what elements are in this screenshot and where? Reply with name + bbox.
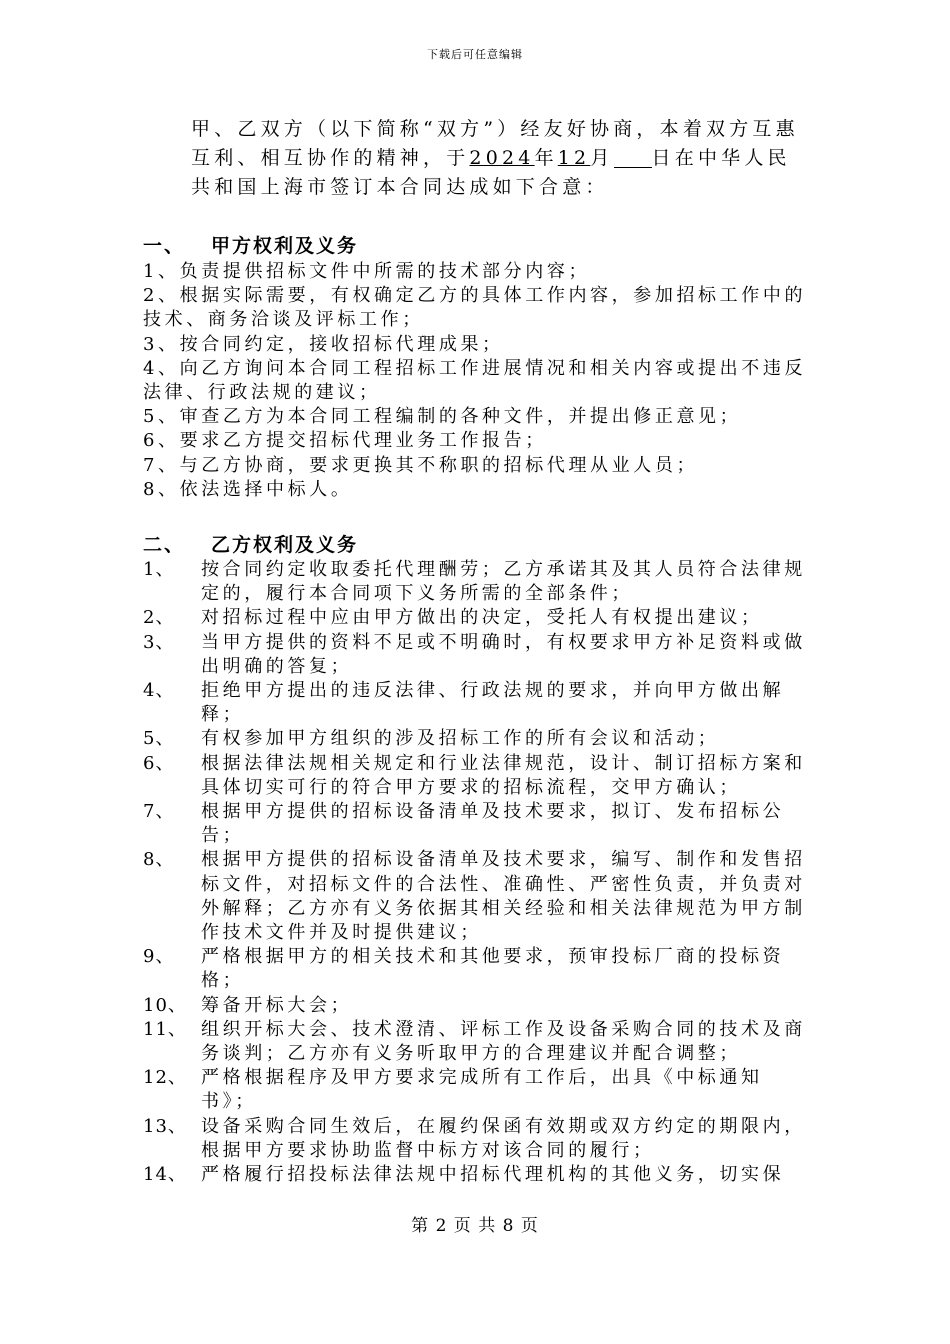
list-item [143, 945, 808, 993]
item-text: 根据甲方提供的招标设备清单及技术要求，拟订、发布招标公告； [201, 801, 785, 847]
item-text: 根据法律法规相关规定和行业法律规范，设计、制订招标方案和具体切实可行的符合甲方要求的招标流程，交甲方确认； [201, 752, 806, 798]
section1-title: 甲方权利及义务 [211, 235, 359, 257]
intro-text-1: 甲、乙双方（以下简称“双方”）经友好协商，本着双方互惠互利、相互协作的精神，于 [191, 118, 799, 169]
item-number: 8、 [143, 849, 175, 871]
list-item: 3、按合同约定，接收招标代理成果； [143, 333, 504, 355]
list-item [143, 558, 808, 606]
intro-year-unit: 年 [534, 147, 558, 169]
item-text: 对招标过程中应由甲方做出的决定，受托人有权提出建议； [201, 607, 763, 629]
section2-list [143, 558, 808, 1187]
list-item [143, 1115, 808, 1163]
list-item [143, 727, 808, 751]
section1-list [143, 260, 808, 502]
item-text: 严格履行招投标法律法规中招标代理机构的其他义务，切实保 [201, 1164, 785, 1186]
list-item: 7、与乙方协商，要求更换其不称职的招标代理从业人员； [143, 454, 699, 476]
intro-text-2: 日在中华人民共和国上海市签订本合同达成如下合意： [191, 147, 791, 198]
section2-title: 乙方权利及义务 [211, 534, 359, 556]
item-text: 组织开标大会、技术澄清、评标工作及设备采购合同的技术及商务谈判；乙方亦有义务听取甲方的合理建议并配合调整； [201, 1018, 806, 1065]
item-number: 2、 [143, 607, 175, 629]
item-number: 9、 [143, 946, 175, 968]
list-item: 8、依法选择中标人。 [143, 478, 353, 500]
item-number: 10、 [143, 994, 187, 1016]
intro-month: 12 [557, 147, 591, 169]
list-item [143, 800, 808, 848]
item-text: 拒绝甲方提出的违反法律、行政法规的要求，并向甲方做出解释； [201, 680, 785, 726]
list-item: 1、负责提供招标文件中所需的技术部分内容； [143, 261, 591, 282]
item-text: 设备采购合同生效后，在履约保函有效期或双方约定的期限内，根据甲方要求协助监督中标方对该合同的履行； [201, 1115, 806, 1161]
intro-month-unit: 月 [590, 147, 614, 169]
intro-day-blank [614, 145, 652, 168]
list-item [143, 994, 808, 1018]
list-item [143, 606, 808, 630]
list-item [143, 1018, 808, 1066]
list-item: 4、向乙方询问本合同工程招标工作进展情况和相关内容或提出不违反法律、行政法规的建议； [143, 357, 807, 404]
list-item [143, 679, 808, 727]
item-text: 按合同约定收取委托代理酬劳；乙方承诺其及其人员符合法律规定的，履行本合同项下义务所需的全部条件； [201, 559, 806, 605]
section2-heading [143, 533, 358, 557]
intro-year: 2024 [469, 147, 535, 169]
list-item [143, 848, 808, 945]
item-number: 12、 [143, 1067, 187, 1089]
list-item: 6、要求乙方提交招标代理业务工作报告； [143, 430, 547, 452]
item-number: 5、 [143, 728, 175, 750]
page-header: 下载后可任意编辑 [427, 48, 523, 61]
item-text: 有权参加甲方组织的涉及招标工作的所有会议和活动； [201, 728, 720, 750]
section2-number: 二、 [143, 534, 186, 556]
item-text: 当甲方提供的资料不足或不明确时，有权要求甲方补足资料或做出明确的答复； [201, 631, 806, 677]
item-number: 14、 [143, 1164, 187, 1186]
item-number: 1、 [143, 559, 175, 580]
item-number: 3、 [143, 631, 175, 653]
item-number: 6、 [143, 752, 175, 774]
item-text: 严格根据甲方的相关技术和其他要求，预审投标厂商的投标资格； [201, 946, 785, 992]
item-text: 筹备开标大会； [201, 994, 353, 1016]
intro-paragraph [143, 115, 808, 202]
item-text: 严格根据程序及甲方要求完成所有工作后，出具《中标通知书》； [201, 1067, 763, 1113]
list-item: 5、审查乙方为本合同工程编制的各种文件，并提出修正意见； [143, 406, 742, 428]
list-item [143, 1163, 808, 1187]
list-item [143, 1066, 808, 1114]
section1-number: 一、 [143, 235, 186, 257]
list-item [143, 752, 808, 800]
page-footer: 第 2 页 共 8 页 [411, 1216, 539, 1236]
list-item: 2、根据实际需要，有权确定乙方的具体工作内容，参加招标工作中的技术、商务洽谈及评标工作； [143, 285, 807, 331]
item-number: 7、 [143, 801, 175, 823]
section1-heading [143, 234, 358, 258]
item-number: 13、 [143, 1115, 187, 1137]
item-text: 根据甲方提供的招标设备清单及技术要求，编写、制作和发售招标文件，对招标文件的合法性、准确性、严密性负责，并负责对外解释；乙方亦有义务依据其相关经验和相关法律规范为甲方制作技术文件并及时提供建议； [201, 849, 806, 944]
item-number: 4、 [143, 680, 175, 702]
list-item [143, 631, 808, 679]
item-number: 11、 [143, 1018, 187, 1040]
